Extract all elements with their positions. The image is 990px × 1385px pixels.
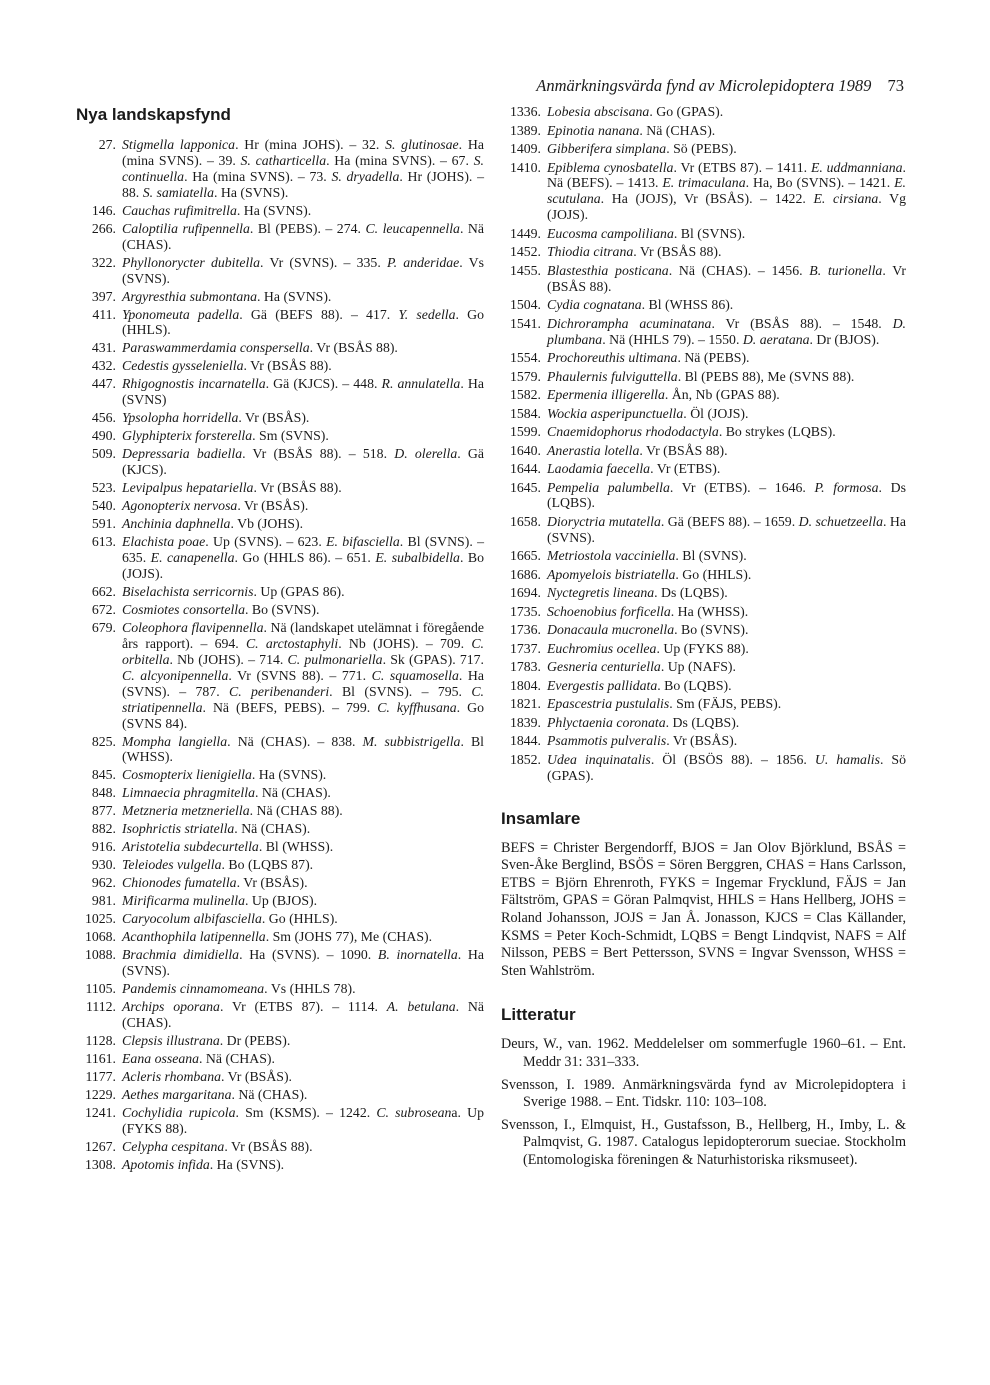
record-number: 1640. <box>509 442 541 458</box>
record-text: Paraswammerdamia conspersella. Vr (BSÅS 88). <box>122 340 398 356</box>
record-number: 1852. <box>509 751 541 767</box>
record-text: Euchromius ocellea. Up (FYKS 88). <box>547 640 749 656</box>
record-text: Lobesia abscisana. Go (GPAS). <box>547 104 724 119</box>
record-number: 1821. <box>509 696 541 712</box>
record-number: 930. <box>91 857 116 873</box>
record-entry <box>501 160 906 224</box>
record-text: Prochoreuthis ultimana. Nä (PEBS). <box>547 350 750 366</box>
record-text: Cnaemidophorus rhododactyla. Bo strykes (LQBS). <box>547 424 836 440</box>
record-entry <box>76 446 484 478</box>
record-entry <box>76 767 484 783</box>
record-text: Donacaula mucronella. Bo (SVNS). <box>547 622 749 638</box>
record-text: Epascestria pustulalis. Sm (FÄJS, PEBS). <box>547 696 782 712</box>
section-heading-collectors: Insamlare <box>501 808 581 828</box>
record-entry <box>501 733 906 749</box>
record-number: 509. <box>91 446 116 462</box>
record-text: Aethes margaritana. Nä (CHAS). <box>122 1087 308 1103</box>
record-entry <box>501 297 906 313</box>
record-number: 322. <box>91 254 116 270</box>
record-entry <box>501 678 906 694</box>
record-text: Epinotia nanana. Nä (CHAS). <box>547 122 716 138</box>
record-entry <box>76 410 484 426</box>
record-entry <box>76 584 484 600</box>
record-text: Mirificarma mulinella. Up (BJOS). <box>122 893 318 909</box>
record-number: 1410. <box>509 159 541 175</box>
record-number: 1112. <box>85 999 116 1015</box>
section-heading-new-records: Nya landskapsfynd <box>76 105 231 124</box>
record-number: 825. <box>91 733 116 749</box>
right-column <box>501 104 906 1175</box>
record-entry <box>76 221 484 253</box>
record-entry <box>501 424 906 440</box>
record-number: 1068. <box>84 929 116 945</box>
record-entry <box>501 696 906 712</box>
record-number: 1599. <box>509 424 541 440</box>
record-number: 447. <box>91 376 116 392</box>
record-entry <box>501 226 906 242</box>
record-number: 1128. <box>85 1033 116 1049</box>
record-number: 1088. <box>84 947 116 963</box>
record-number: 845. <box>91 767 116 783</box>
record-text: Schoenobius forficella. Ha (WHSS). <box>547 603 749 619</box>
record-text: Agonopterix nervosa. Vr (BSÅS). <box>122 498 309 514</box>
record-entry <box>501 622 906 638</box>
record-text: Epiblema cynosbatella. Vr (ETBS 87). – 1411. E. uddmanniana. Nä (BEFS). – 1413. E. trimaculana. Ha, Bo (SVNS). – 1421. E. scutulana. Ha (JOJS), Vr (BSÅS). – 1422. E. cirsiana. Vg (JOJS). <box>547 159 906 223</box>
record-entry <box>76 734 484 766</box>
record-entry <box>76 358 484 374</box>
record-entry <box>501 715 906 731</box>
record-text: Acleris rhombana. Vr (BSÅS). <box>122 1069 292 1085</box>
record-number: 591. <box>91 516 116 532</box>
record-number: 1804. <box>509 677 541 693</box>
running-head <box>536 76 904 96</box>
record-number: 1658. <box>509 513 541 529</box>
record-entry <box>501 350 906 366</box>
record-number: 1735. <box>509 603 541 619</box>
record-text: Apotomis infida. Ha (SVNS). <box>122 1157 285 1173</box>
record-number: 1177. <box>85 1069 116 1085</box>
record-entry <box>76 1033 484 1049</box>
running-head-title: Anmärkningsvärda fynd av Microlepidoptera 1989 <box>536 76 872 95</box>
record-text: Gibberifera simplana. Sö (PEBS). <box>547 141 737 156</box>
record-number: 1389. <box>509 122 541 138</box>
record-text: Nyctegretis lineana. Ds (LQBS). <box>547 585 728 601</box>
reference-entry: Svensson, I. 1989. Anmärkningsvärda fynd av Microlepidoptera i Sverige 1988. – Ent. Tidskr. 110: 103–108. <box>501 1076 906 1111</box>
record-text: Coleophora flavipennella. Nä (landskapet utelämnat i föregående års rapport). – 694. C. arctostaphyli. Nb (JOHS). – 709. C. orbitella. Nb (JOHS). – 714. C. pulmonariella. Sk (GPAS). 717. C. alcyonipennella. Vr (SVNS 88). – 771. C. squamosella. Ha (SVNS). – 787. C. peribenanderi. Bl (SVNS). – 795. C. striatipennella. Nä (BEFS, PEBS). – 799. C. kyffhusana. Go (SVNS 84). <box>122 620 485 731</box>
record-text: Elachista poae. Up (SVNS). – 623. E. bifasciella. Bl (SVNS). – 635. E. canapenella. Go (HHLS 86). – 651. E. subalbidella. Bo (JOJS). <box>122 534 485 582</box>
record-text: Cydia cognatana. Bl (WHSS 86). <box>547 297 734 313</box>
record-entry <box>76 803 484 819</box>
record-text: Caryocolum albifasciella. Go (HHLS). <box>122 911 338 927</box>
record-entry <box>501 387 906 403</box>
record-number: 411. <box>92 306 116 322</box>
record-text: Cosmopterix lienigiella. Ha (SVNS). <box>122 767 327 783</box>
record-number: 1025. <box>84 911 116 927</box>
new-records-list-continued <box>501 104 906 784</box>
record-number: 1686. <box>509 566 541 582</box>
left-column <box>76 104 484 1175</box>
record-entry <box>76 1051 484 1067</box>
record-entry <box>76 376 484 408</box>
record-text: Ypsolopha horridella. Vr (BSÅS). <box>122 410 310 426</box>
record-entry <box>501 263 906 295</box>
record-number: 266. <box>91 220 116 236</box>
record-entry <box>501 514 906 546</box>
record-entry <box>76 893 484 909</box>
record-entry <box>501 244 906 260</box>
record-number: 613. <box>91 534 116 550</box>
page-number: 73 <box>887 76 904 95</box>
record-text: Biselachista serricornis. Up (GPAS 86). <box>122 584 345 600</box>
record-entry <box>76 911 484 927</box>
record-number: 146. <box>91 202 116 218</box>
collectors-paragraph: BEFS = Christer Bergendorff, BJOS = Jan Olov Björklund, BSÅS = Sven-Åke Berglind, BSÖS = Sören Berggren, CHAS = Hans Carlsson, ETBS = Björn Ehrenroth, FYKS = Ingemar Frycklund, FÄJS = Jan Fältström, GPAS = Göran Palmqvist, HHLS = Hans Hellberg, JOHS = Roland Johansson, JOJS = Jan Å. Jonasson, KJCS = Clas Källander, KSMS = Peter Koch-Schmidt, LQBS = Bengt Lindqvist, NAFS = Alf Nilsson, PEBS = Bert Pettersson, SVNS = Ingvar Svensson, WHSS = Sten Wahlström. <box>501 839 906 979</box>
record-text: Eucosma campoliliana. Bl (SVNS). <box>547 225 746 241</box>
record-entry <box>501 443 906 459</box>
record-entry <box>76 981 484 997</box>
record-entry <box>501 604 906 620</box>
record-text: Metzneria metzneriella. Nä (CHAS 88). <box>122 803 343 819</box>
record-number: 1267. <box>84 1139 116 1155</box>
record-number: 981. <box>91 893 116 909</box>
record-entry <box>501 480 906 512</box>
record-entry <box>76 929 484 945</box>
record-text: Chionodes fumatella. Vr (BSÅS). <box>122 875 308 891</box>
record-number: 1229. <box>84 1087 116 1103</box>
record-entry <box>76 999 484 1031</box>
reference-list <box>501 1036 906 1169</box>
record-number: 1449. <box>509 225 541 241</box>
record-text: Acanthophila latipennella. Sm (JOHS 77), Me (CHAS). <box>122 929 433 945</box>
record-text: Limnaecia phragmitella. Nä (CHAS). <box>122 785 331 801</box>
record-number: 1452. <box>509 244 541 260</box>
record-entry <box>76 857 484 873</box>
record-entry <box>76 1105 484 1137</box>
record-number: 1504. <box>509 297 541 313</box>
record-entry <box>76 839 484 855</box>
record-text: Phlyctaenia coronata. Ds (LQBS). <box>547 714 740 730</box>
record-number: 848. <box>91 785 116 801</box>
record-entry <box>501 123 906 139</box>
record-entry <box>76 1157 484 1173</box>
record-number: 540. <box>91 498 116 514</box>
record-text: Laodamia faecella. Vr (ETBS). <box>547 461 721 477</box>
record-text: Phaulernis fulviguttella. Bl (PEBS 88), Me (SVNS 88). <box>547 368 855 384</box>
record-number: 1665. <box>509 548 541 564</box>
record-number: 1455. <box>509 262 541 278</box>
record-number: 490. <box>91 428 116 444</box>
record-text: Cosmiotes consortella. Bo (SVNS). <box>122 602 320 618</box>
record-entry <box>76 428 484 444</box>
record-text: Eana osseana. Nä (CHAS). <box>122 1051 275 1067</box>
record-number: 1839. <box>509 714 541 730</box>
record-entry <box>76 947 484 979</box>
record-number: 1105. <box>85 981 116 997</box>
record-text: Dichrorampha acuminatana. Vr (BSÅS 88). – 1548. D. plumbana. Nä (HHLS 79). – 1550. D. aeratana. Dr (BJOS). <box>547 315 906 347</box>
record-entry <box>76 1139 484 1155</box>
record-entry <box>501 406 906 422</box>
record-entry <box>76 620 484 731</box>
record-number: 916. <box>91 839 116 855</box>
record-entry <box>76 307 484 339</box>
record-text: Celypha cespitana. Vr (BSÅS 88). <box>122 1139 313 1155</box>
record-entry <box>501 316 906 348</box>
record-text: Teleiodes vulgella. Bo (LQBS 87). <box>122 857 314 873</box>
record-text: Anerastia lotella. Vr (BSÅS 88). <box>547 442 728 458</box>
record-number: 882. <box>91 821 116 837</box>
record-number: 1308. <box>84 1157 116 1173</box>
record-number: 962. <box>91 875 116 891</box>
record-text: Gesneria centuriella. Up (NAFS). <box>547 659 736 675</box>
record-entry <box>76 602 484 618</box>
record-text: Udea inquinatalis. Öl (BSÖS 88). – 1856. U. hamalis. Sö (GPAS). <box>547 751 906 783</box>
record-text: Anchinia daphnella. Vb (JOHS). <box>122 516 304 532</box>
record-text: Stigmella lapponica. Hr (mina JOHS). – 32. S. glutinosae. Ha (mina SVNS). – 39. S. catharticella. Ha (mina SVNS). – 67. S. continuella. Ha (mina SVNS). – 73. S. dryadella. Hr (JOHS). – 88. S. samiatella. Ha (SVNS). <box>122 137 484 200</box>
record-number: 672. <box>91 602 116 618</box>
record-entry <box>501 752 906 784</box>
record-number: 1783. <box>509 659 541 675</box>
record-number: 1241. <box>84 1105 116 1121</box>
record-text: Pempelia palumbella. Vr (ETBS). – 1646. P. formosa. Ds (LQBS). <box>547 479 906 511</box>
record-text: Pandemis cinnamomeana. Vs (HHLS 78). <box>122 981 356 997</box>
record-text: Blastesthia posticana. Nä (CHAS). – 1456. B. turionella. Vr (BSÅS 88). <box>547 262 906 294</box>
record-number: 1541. <box>509 315 541 331</box>
record-entry <box>76 289 484 305</box>
record-number: 1736. <box>509 622 541 638</box>
record-entry <box>501 141 906 157</box>
record-text: Apomyelois bistriatella. Go (HHLS). <box>547 566 752 582</box>
record-entry <box>76 498 484 514</box>
record-text: Cochylidia rupicola. Sm (KSMS). – 1242. C. subroseana. Up (FYKS 88). <box>122 1105 484 1137</box>
record-text: Brachmia dimidiella. Ha (SVNS). – 1090. B. inornatella. Ha (SVNS). <box>122 947 485 979</box>
record-entry <box>501 641 906 657</box>
record-text: Argyresthia submontana. Ha (SVNS). <box>122 288 332 304</box>
record-text: Psammotis pulveralis. Vr (BSÅS). <box>547 733 738 749</box>
record-entry <box>76 821 484 837</box>
record-entry <box>76 1069 484 1085</box>
record-entry <box>76 1087 484 1103</box>
record-number: 1582. <box>509 387 541 403</box>
record-number: 1336. <box>509 104 541 119</box>
record-number: 523. <box>91 480 116 496</box>
record-text: Evergestis pallidata. Bo (LQBS). <box>547 677 732 693</box>
record-text: Yponomeuta padella. Gä (BEFS 88). – 417. Y. sedella. Go (HHLS). <box>122 306 485 338</box>
reference-entry: Svensson, I., Elmquist, H., Gustafsson, B., Hellberg, H., Imby, L. & Palmqvist, G. 1987. Catalogus lepidopterorum sueciae. Stockholm (Entomologiska föreningen & Naturhistoriska riksmuseet). <box>501 1116 906 1168</box>
record-number: 662. <box>91 584 116 600</box>
record-text: Levipalpus hepatariella. Vr (BSÅS 88). <box>122 480 342 496</box>
record-entry <box>501 567 906 583</box>
record-text: Archips oporana. Vr (ETBS 87). – 1114. A. betulana. Nä (CHAS). <box>122 999 484 1031</box>
record-number: 1409. <box>509 141 541 156</box>
new-records-list <box>76 137 484 1173</box>
section-heading-literature: Litteratur <box>501 1005 576 1025</box>
record-text: Epermenia illigerella. Ån, Nb (GPAS 88). <box>547 387 780 403</box>
record-number: 877. <box>91 803 116 819</box>
record-entry <box>76 875 484 891</box>
record-number: 1844. <box>509 733 541 749</box>
record-number: 1584. <box>509 405 541 421</box>
record-text: Rhigognostis incarnatella. Gä (KJCS). – 448. R. annulatella. Ha (SVNS) <box>122 376 484 408</box>
record-number: 679. <box>91 620 116 636</box>
record-entry <box>501 104 906 120</box>
record-number: 1161. <box>85 1051 116 1067</box>
record-number: 1694. <box>509 585 541 601</box>
record-entry <box>76 340 484 356</box>
record-text: Thiodia citrana. Vr (BSÅS 88). <box>547 244 722 260</box>
record-text: Isophrictis striatella. Nä (CHAS). <box>122 821 311 837</box>
record-text: Clepsis illustrana. Dr (PEBS). <box>122 1033 291 1049</box>
record-entry <box>76 785 484 801</box>
record-number: 432. <box>91 358 116 374</box>
record-number: 1579. <box>509 368 541 384</box>
record-text: Aristotelia subdecurtella. Bl (WHSS). <box>122 839 334 855</box>
record-entry <box>76 203 484 219</box>
record-text: Metriostola vacciniella. Bl (SVNS). <box>547 548 747 564</box>
record-entry <box>501 369 906 385</box>
record-entry <box>76 137 484 201</box>
record-text: Depressaria badiella. Vr (BSÅS 88). – 518. D. olerella. Gä (KJCS). <box>122 446 484 478</box>
record-number: 1644. <box>509 461 541 477</box>
record-number: 431. <box>91 340 116 356</box>
record-number: 27. <box>98 137 116 152</box>
record-text: Cedestis gysseleniella. Vr (BSÅS 88). <box>122 358 332 374</box>
record-text: Mompha langiella. Nä (CHAS). – 838. M. subbistrigella. Bl (WHSS). <box>122 733 484 765</box>
record-text: Wockia asperipunctuella. Öl (JOJS). <box>547 405 749 421</box>
record-text: Phyllonorycter dubitella. Vr (SVNS). – 335. P. anderidae. Vs (SVNS). <box>122 254 484 286</box>
record-number: 1645. <box>509 479 541 495</box>
record-text: Cauchas rufimitrella. Ha (SVNS). <box>122 202 312 218</box>
record-number: 397. <box>91 288 116 304</box>
record-entry <box>501 585 906 601</box>
record-entry <box>76 516 484 532</box>
record-entry <box>501 548 906 564</box>
record-text: Dioryctria mutatella. Gä (BEFS 88). – 1659. D. schuetzeella. Ha (SVNS). <box>547 513 907 545</box>
record-number: 1554. <box>509 350 541 366</box>
record-text: Glyphipterix forsterella. Sm (SVNS). <box>122 428 329 444</box>
record-number: 456. <box>91 410 116 426</box>
record-entry <box>76 255 484 287</box>
record-entry <box>501 659 906 675</box>
record-text: Caloptilia rufipennella. Bl (PEBS). – 274. C. leucapennella. Nä (CHAS). <box>122 220 484 252</box>
record-entry <box>501 461 906 477</box>
record-entry <box>76 480 484 496</box>
record-number: 1737. <box>509 640 541 656</box>
record-entry <box>76 534 484 582</box>
reference-entry: Deurs, W., van. 1962. Meddelelser om sommerfugle 1960–61. – Ent. Meddr 31: 331–333. <box>501 1036 906 1070</box>
